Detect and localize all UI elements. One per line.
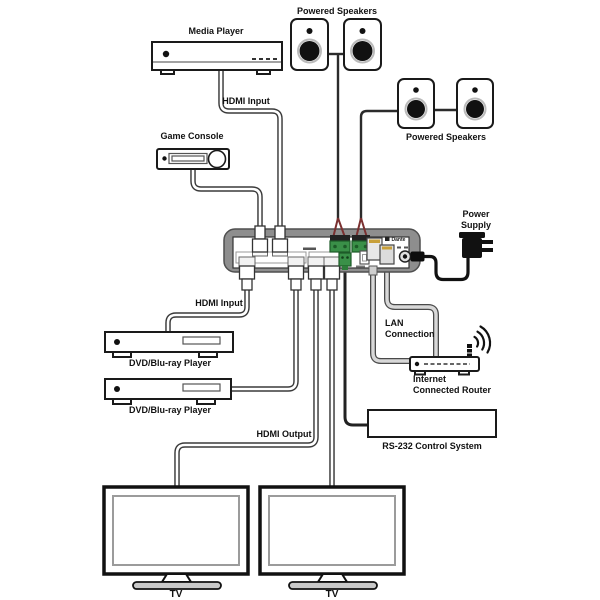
label-power-supply-1: Power — [462, 209, 490, 219]
tv-2-device — [260, 487, 404, 589]
dante-label: Dante — [391, 237, 406, 243]
tv-1-device — [104, 487, 248, 589]
label-power-supply-2: Supply — [460, 220, 492, 230]
hdmi-connector-icon — [289, 266, 304, 290]
label-game-console: Game Console — [160, 131, 224, 141]
hdmi-connector-icon — [253, 226, 268, 252]
label-powered-speakers-top: Powered Speakers — [296, 6, 378, 16]
top-powered-speakers — [291, 19, 381, 70]
speaker-icon — [344, 19, 381, 70]
hdmi-cable-dvd1 — [168, 289, 247, 333]
right-powered-speakers — [398, 79, 493, 128]
power-cable — [420, 257, 468, 280]
dvd-player-1-device — [105, 332, 233, 357]
speaker-icon — [398, 79, 434, 128]
lan-cable-2 — [387, 264, 436, 357]
label-tv-left: TV — [169, 589, 183, 600]
rj45-dante-port-icon — [380, 245, 394, 264]
label-hdmi-output: HDMI Output — [256, 429, 312, 439]
hdmi-cable-media — [221, 70, 280, 227]
label-hdmi-input-top: HDMI Input — [222, 96, 270, 106]
hdmi-connector-icon — [325, 266, 340, 290]
game-console-device — [157, 149, 229, 169]
rs232-control-box — [368, 410, 496, 437]
lan-cable-1 — [373, 264, 410, 361]
label-router-2: Connected Router — [413, 385, 492, 395]
hdmi-connector-icon — [240, 266, 255, 290]
speaker-icon — [291, 19, 328, 70]
speaker-wire-top — [328, 54, 344, 220]
label-tv-right: TV — [325, 589, 339, 600]
hdmi-cable-game — [193, 169, 260, 227]
phoenix-connector-1-icon — [330, 235, 350, 252]
wifi-waves-icon — [475, 327, 491, 353]
label-dvd-player-1: DVD/Blu-ray Player — [128, 358, 212, 368]
hdmi-connector-icon — [309, 266, 324, 290]
label-lan-1: LAN — [385, 318, 404, 328]
label-powered-speakers-right: Powered Speakers — [405, 132, 487, 142]
antenna-icon — [467, 344, 472, 358]
dvd-player-2-device — [105, 379, 231, 404]
label-lan-2: Connection — [385, 329, 435, 339]
power-adapter-icon — [459, 232, 493, 258]
label-hdmi-input-left: HDMI Input — [195, 298, 243, 308]
label-router-1: Internet — [413, 374, 447, 384]
rs232-cable — [345, 266, 368, 425]
power-jack-icon — [400, 251, 425, 262]
label-media-player: Media Player — [188, 26, 244, 36]
media-player-device — [152, 42, 282, 74]
hdmi-connector-icon — [273, 226, 288, 252]
label-rs232: RS-232 Control System — [382, 441, 482, 451]
speaker-icon — [457, 79, 493, 128]
label-dvd-player-2: DVD/Blu-ray Player — [128, 405, 212, 415]
matrix-switcher-device — [224, 218, 425, 290]
